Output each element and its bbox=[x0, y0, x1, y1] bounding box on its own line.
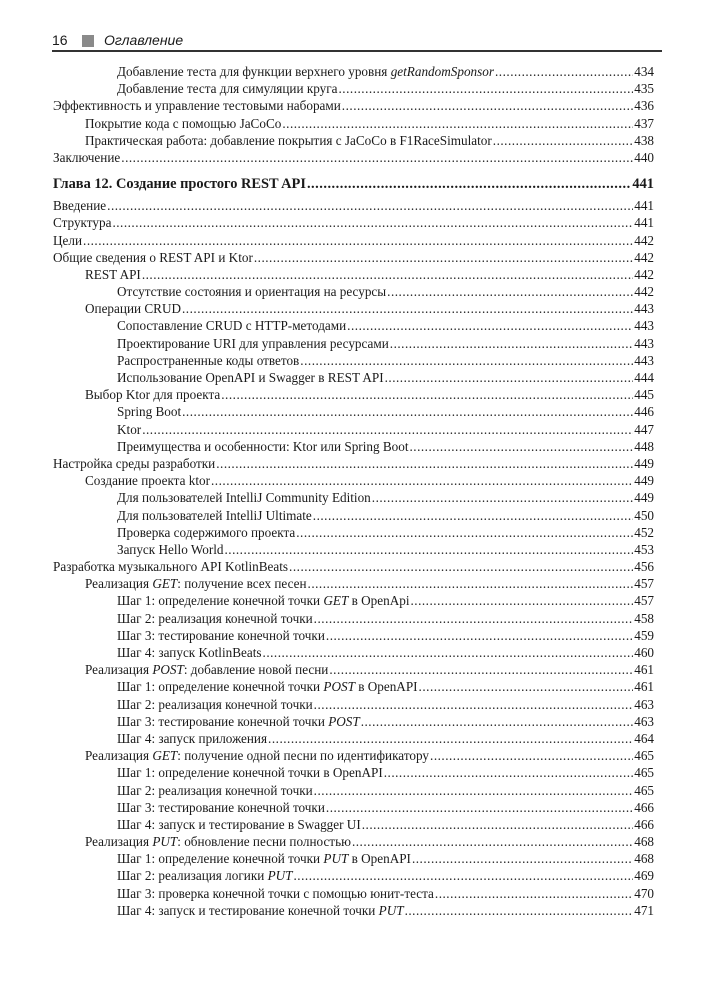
toc-entry-page-number: 457 bbox=[634, 576, 654, 592]
toc-entry-text: Шаг 4: запуск приложения bbox=[117, 730, 268, 746]
toc-entry-text-suffix: : получение всех песен bbox=[177, 576, 307, 592]
page-number: 16 bbox=[52, 32, 68, 48]
toc-entry-title bbox=[85, 576, 307, 592]
toc-entry bbox=[53, 576, 654, 593]
toc-entry-text: Шаг 2: реализация конечной точки bbox=[117, 696, 313, 712]
toc-entry bbox=[53, 783, 654, 800]
toc-entry bbox=[53, 387, 654, 404]
toc-entry-code-term: POST bbox=[323, 679, 355, 695]
toc-entry-title bbox=[117, 765, 383, 781]
toc-entry-title bbox=[53, 198, 106, 214]
toc-entry-title bbox=[117, 318, 346, 334]
dot-leader bbox=[107, 198, 633, 214]
toc-entry-title bbox=[117, 353, 299, 369]
toc-entry-title bbox=[117, 611, 313, 627]
toc-entry-text: Шаг 4: запуск KotlinBeats bbox=[117, 645, 262, 660]
toc-entry bbox=[53, 525, 654, 542]
toc-entry-text: REST API bbox=[85, 266, 141, 282]
dot-leader bbox=[339, 81, 634, 97]
dot-leader bbox=[326, 800, 633, 816]
toc-entry-title bbox=[117, 628, 325, 644]
toc-entry-text-suffix: : добавление новой песни bbox=[183, 662, 329, 678]
toc-entry bbox=[53, 765, 654, 782]
toc-entry-page-number: 437 bbox=[634, 115, 654, 131]
dot-leader bbox=[211, 473, 633, 489]
toc-entry bbox=[53, 250, 654, 267]
toc-entry-text: Разработка музыкального API KotlinBeats bbox=[53, 559, 289, 575]
toc-entry-page-number: 459 bbox=[634, 627, 654, 643]
toc-entry bbox=[53, 851, 654, 868]
toc-entry-page-number: 465 bbox=[634, 782, 654, 798]
toc-entry bbox=[53, 198, 654, 215]
dot-leader bbox=[314, 611, 634, 627]
toc-entry-page-number: 435 bbox=[634, 81, 654, 97]
toc-entry-text: Цели bbox=[53, 232, 83, 248]
dot-leader bbox=[314, 697, 634, 713]
toc-entry-text: Запуск Hello World bbox=[117, 541, 224, 557]
toc-entry bbox=[53, 593, 654, 610]
toc-entry-text: Шаг 1: определение конечной точки bbox=[117, 593, 324, 609]
toc-entry-title bbox=[85, 662, 328, 678]
dot-leader bbox=[419, 679, 634, 695]
toc-entry-title bbox=[117, 697, 313, 713]
toc-entry-page-number: 447 bbox=[634, 421, 654, 437]
dot-leader bbox=[410, 593, 633, 609]
toc-entry-text: Шаг 4: запуск и тестирование в Swagger UI bbox=[117, 816, 361, 832]
toc-entry bbox=[53, 318, 654, 335]
toc-entry-title bbox=[85, 834, 351, 850]
dot-leader bbox=[387, 284, 633, 300]
toc-entry-page-number: 461 bbox=[634, 679, 654, 695]
toc-entry bbox=[53, 697, 654, 714]
toc-chapter-entry bbox=[53, 176, 654, 196]
toc-entry-text: Практическая работа: добавление покрытия с JaCoCo в F1RaceSimulator bbox=[85, 132, 492, 148]
dot-leader bbox=[224, 542, 633, 558]
toc-entry bbox=[53, 422, 654, 439]
toc-entry-title bbox=[117, 783, 313, 799]
dot-leader bbox=[294, 868, 634, 884]
toc-entry-page-number: 443 bbox=[634, 301, 654, 317]
dot-leader bbox=[347, 318, 633, 334]
toc-entry-text: Добавление теста для функции верхнего уровня bbox=[117, 64, 391, 79]
toc-entry-code-term: PUT bbox=[323, 851, 349, 867]
toc-entry bbox=[53, 81, 654, 98]
toc-entry-text: Шаг 2: реализация конечной точки bbox=[117, 610, 313, 626]
toc-entry bbox=[53, 748, 654, 765]
toc-entry bbox=[53, 116, 654, 133]
toc-entry-page-number: 456 bbox=[634, 559, 654, 575]
toc-entry bbox=[53, 336, 654, 353]
toc-entry-text: Шаг 1: определение конечной точки bbox=[117, 679, 324, 695]
dot-leader bbox=[405, 903, 634, 919]
toc-entry bbox=[53, 98, 654, 115]
toc-entry-title bbox=[117, 336, 389, 352]
toc-entry-text: Структура bbox=[53, 215, 112, 231]
toc-entry-title bbox=[117, 679, 418, 695]
header-square-marker bbox=[82, 35, 94, 47]
dot-leader bbox=[435, 886, 633, 902]
toc-entry-title bbox=[117, 439, 408, 455]
page-header bbox=[52, 30, 662, 52]
toc-entry-page-number: 436 bbox=[634, 98, 654, 114]
toc-entry-page-number: 468 bbox=[634, 834, 654, 850]
toc-entry-text: Создание проекта ktor bbox=[85, 473, 210, 489]
header-rule bbox=[52, 50, 662, 52]
dot-leader bbox=[216, 456, 633, 472]
toc-entry-title bbox=[53, 215, 111, 231]
toc-entry-title bbox=[85, 473, 210, 489]
toc-entry-text: Выбор Ktor для проекта bbox=[85, 387, 221, 403]
toc-entry-text: Шаг 2: реализация логики bbox=[117, 868, 268, 884]
toc-entry bbox=[53, 731, 654, 748]
toc-entry-text: Проектирование URI для управления ресурсами bbox=[117, 335, 389, 351]
toc-entry-title bbox=[53, 233, 82, 249]
toc-entry bbox=[53, 834, 654, 851]
dot-leader bbox=[409, 439, 633, 455]
toc-entry-page-number: 464 bbox=[634, 730, 654, 746]
dot-leader bbox=[308, 576, 634, 592]
toc-entry-text: Шаг 1: определение конечной точки в OpenAPI bbox=[117, 765, 383, 781]
toc-entry-page-number: 448 bbox=[634, 438, 654, 454]
toc-entry-text: Реализация bbox=[85, 834, 153, 850]
dot-leader bbox=[182, 301, 633, 317]
toc-entry-code-term: POST bbox=[328, 713, 360, 729]
toc-entry-title bbox=[117, 508, 312, 524]
toc-entry bbox=[53, 233, 654, 250]
toc-entry-page-number: 442 bbox=[634, 232, 654, 248]
toc-entry bbox=[53, 267, 654, 284]
toc-entry bbox=[53, 886, 654, 903]
toc-entry bbox=[53, 404, 654, 421]
toc-entry-title bbox=[117, 645, 262, 661]
toc-entry-page-number: 468 bbox=[634, 851, 654, 867]
toc-entry-title bbox=[85, 116, 281, 132]
toc-entry-title bbox=[117, 886, 434, 902]
toc-entry-text: Отсутствие состояния и ориентация на ресурсы bbox=[117, 284, 387, 300]
toc-entry-text: Ktor bbox=[117, 421, 142, 437]
dot-leader bbox=[221, 387, 633, 403]
toc-entry-page-number: 465 bbox=[634, 748, 654, 764]
toc-entry-code-term: GET bbox=[152, 576, 178, 592]
dot-leader bbox=[142, 267, 633, 283]
toc-entry-page-number: 442 bbox=[634, 249, 654, 265]
dot-leader bbox=[282, 116, 633, 132]
toc-entry-page-number: 470 bbox=[634, 885, 654, 901]
toc-entry-code-term: GET bbox=[152, 748, 178, 764]
toc-entry bbox=[53, 215, 654, 232]
toc-entry-page-number: 466 bbox=[634, 816, 654, 832]
toc-entry-page-number: 460 bbox=[634, 645, 654, 660]
toc-entry bbox=[53, 353, 654, 370]
dot-leader bbox=[296, 525, 633, 541]
toc-entry-text: Использование OpenAPI и Swagger в REST API bbox=[117, 370, 384, 385]
toc-entry-page-number: 445 bbox=[634, 387, 654, 403]
toc-entry-title bbox=[117, 714, 360, 730]
toc-entry-page-number: 461 bbox=[634, 662, 654, 678]
dot-leader bbox=[314, 783, 634, 799]
toc-entry-title bbox=[117, 404, 181, 420]
toc-entry-page-number: 453 bbox=[634, 541, 654, 557]
toc-entry-page-number: 443 bbox=[634, 318, 654, 334]
toc-entry-title bbox=[53, 150, 120, 166]
toc-entry bbox=[53, 542, 654, 559]
toc-entry bbox=[53, 800, 654, 817]
dot-leader bbox=[326, 628, 633, 644]
toc-entry-page-number: 443 bbox=[634, 352, 654, 368]
toc-entry-text: Шаг 3: тестирование конечной точки bbox=[117, 799, 325, 815]
toc-entry-code-term: PUT bbox=[267, 868, 293, 884]
toc-entry-page-number: 444 bbox=[634, 370, 654, 385]
toc-entry-text: Операции CRUD bbox=[85, 301, 181, 317]
toc-entry-page-number: 449 bbox=[634, 490, 654, 506]
toc-entry bbox=[53, 868, 654, 885]
toc-entry-title bbox=[117, 800, 325, 816]
toc-entry bbox=[53, 133, 654, 150]
toc-entry-title bbox=[53, 250, 253, 266]
toc-entry-text: Шаг 3: тестирование конечной точки bbox=[117, 713, 329, 729]
toc-entry-text-suffix: : получение одной песни по идентификатору bbox=[177, 748, 430, 764]
toc-entry bbox=[53, 64, 654, 81]
toc-entry bbox=[53, 284, 654, 301]
toc-entry-title bbox=[117, 593, 409, 609]
toc-entry bbox=[53, 714, 654, 731]
toc-entry-text: Реализация bbox=[85, 748, 153, 764]
dot-leader bbox=[289, 559, 633, 575]
toc-entry-page-number: 471 bbox=[634, 902, 654, 918]
toc-entry bbox=[53, 456, 654, 473]
toc-entry bbox=[53, 817, 654, 834]
toc-entry bbox=[53, 628, 654, 645]
toc-entry-title bbox=[53, 456, 215, 472]
toc-entry-page-number: 440 bbox=[634, 149, 654, 165]
toc-entry bbox=[53, 559, 654, 576]
toc-entry-code-term: PUT bbox=[378, 902, 404, 918]
toc-entry-page-number: 450 bbox=[634, 507, 654, 523]
toc-entry-page-number: 449 bbox=[634, 455, 654, 471]
dot-leader bbox=[372, 490, 633, 506]
toc-entry-page-number: 442 bbox=[634, 284, 654, 300]
toc-entry-title bbox=[85, 133, 492, 149]
dot-leader bbox=[142, 422, 633, 438]
toc-entry-title bbox=[117, 422, 141, 438]
toc-entry-page-number: 434 bbox=[634, 64, 654, 79]
toc-entry-page-number: 463 bbox=[634, 713, 654, 729]
toc-entry-title bbox=[53, 98, 341, 114]
toc-entry-title bbox=[85, 387, 220, 403]
toc-entry-page-number: 441 bbox=[632, 176, 654, 193]
toc-entry-text: Шаг 1: определение конечной точки bbox=[117, 851, 324, 867]
toc-entry-title bbox=[85, 301, 181, 317]
toc-entry-title bbox=[117, 490, 371, 506]
toc-entry bbox=[53, 150, 654, 167]
toc-entry-page-number: 449 bbox=[634, 473, 654, 489]
toc-entry-title bbox=[117, 525, 295, 541]
toc-entry bbox=[53, 611, 654, 628]
dot-leader bbox=[121, 150, 633, 166]
dot-leader bbox=[362, 817, 633, 833]
toc-entry-title bbox=[117, 370, 384, 386]
toc-entry-text: Шаг 3: проверка конечной точки с помощью юнит-теста bbox=[117, 885, 434, 901]
toc-entry-page-number: 458 bbox=[634, 610, 654, 626]
dot-leader bbox=[268, 731, 633, 747]
toc-entry-text: Шаг 3: тестирование конечной точки bbox=[117, 627, 325, 643]
toc-entry-text: Проверка содержимого проекта bbox=[117, 524, 296, 540]
toc-entry-title bbox=[117, 817, 361, 833]
dot-leader bbox=[329, 662, 633, 678]
dot-leader bbox=[352, 834, 633, 850]
toc-entry-text: Для пользователей IntelliJ Community Edition bbox=[117, 490, 371, 506]
toc-entry bbox=[53, 301, 654, 318]
toc-entry-title bbox=[85, 267, 141, 283]
toc-entry-code-term: getRandomSponsor bbox=[390, 64, 494, 79]
toc-entry-text: Распространенные коды ответов bbox=[117, 352, 300, 368]
toc-entry-code-term: POST bbox=[152, 662, 184, 678]
toc-entry bbox=[53, 370, 654, 387]
toc-entry-page-number: 442 bbox=[634, 266, 654, 282]
toc-entry-title bbox=[117, 851, 411, 867]
toc-entry-text-suffix: в OpenApi bbox=[348, 593, 410, 609]
dot-leader bbox=[254, 250, 633, 266]
toc-entry-text: Введение bbox=[53, 198, 107, 214]
dot-leader bbox=[342, 98, 633, 114]
toc-entry-title bbox=[117, 284, 386, 300]
toc-entry-text: Для пользователей IntelliJ Ultimate bbox=[117, 507, 312, 523]
toc-entry-title bbox=[117, 64, 494, 80]
dot-leader bbox=[83, 233, 633, 249]
toc-entry-page-number: 446 bbox=[634, 404, 654, 420]
toc-entry-text: Общие сведения о REST API и Ktor bbox=[53, 249, 253, 265]
toc-entry-text: Шаг 2: реализация конечной точки bbox=[117, 782, 313, 798]
toc-entry bbox=[53, 439, 654, 456]
dot-leader bbox=[182, 404, 633, 420]
toc-entry bbox=[53, 679, 654, 696]
toc-entry bbox=[53, 645, 654, 662]
dot-leader bbox=[361, 714, 634, 730]
toc-entry-title bbox=[117, 542, 223, 558]
toc-entry-text: Шаг 4: запуск и тестирование конечной точки bbox=[117, 902, 379, 918]
toc-entry bbox=[53, 903, 654, 920]
toc-entry-text: Эффективность и управление тестовыми наборами bbox=[53, 98, 341, 114]
toc-entry bbox=[53, 508, 654, 525]
toc-entry-title bbox=[53, 176, 306, 193]
toc-entry-text: Заключение bbox=[53, 149, 121, 165]
toc-entry-title bbox=[117, 903, 404, 919]
toc-entry bbox=[53, 662, 654, 679]
toc-entry-text: Реализация bbox=[85, 662, 153, 678]
toc-entry-page-number: 443 bbox=[634, 335, 654, 351]
toc-entry-page-number: 441 bbox=[634, 215, 654, 231]
dot-leader bbox=[493, 133, 633, 149]
toc-entry-text: Глава 12. Создание простого REST API bbox=[53, 176, 306, 193]
toc-entry-page-number: 463 bbox=[634, 696, 654, 712]
toc-entry-text: Сопоставление CRUD с HTTP-методами bbox=[117, 318, 347, 334]
table-of-contents bbox=[53, 64, 654, 920]
dot-leader bbox=[385, 370, 634, 386]
toc-entry-page-number: 438 bbox=[634, 132, 654, 148]
toc-entry-text: Spring Boot bbox=[117, 404, 182, 420]
toc-entry-title bbox=[85, 748, 429, 764]
toc-entry-title bbox=[117, 868, 293, 884]
toc-entry-text: Настройка среды разработки bbox=[53, 455, 216, 471]
toc-entry bbox=[53, 490, 654, 507]
dot-leader bbox=[313, 508, 633, 524]
toc-entry-text: Добавление теста для симуляции круга bbox=[117, 81, 338, 97]
dot-leader bbox=[263, 645, 634, 661]
toc-entry-text: Покрытие кода с помощью JaCoCo bbox=[85, 115, 282, 131]
dot-leader bbox=[390, 336, 633, 352]
running-title: Оглавление bbox=[104, 32, 184, 48]
toc-entry-page-number: 441 bbox=[634, 198, 654, 214]
toc-entry-text: Реализация bbox=[85, 576, 153, 592]
toc-entry bbox=[53, 473, 654, 490]
toc-entry-page-number: 469 bbox=[634, 868, 654, 884]
toc-entry-title bbox=[53, 559, 288, 575]
toc-entry-title bbox=[117, 81, 338, 97]
dot-leader bbox=[300, 353, 633, 369]
dot-leader bbox=[112, 215, 633, 231]
toc-entry-text-suffix: : обновление песни полностью bbox=[177, 834, 351, 850]
dot-leader bbox=[412, 851, 633, 867]
dot-leader bbox=[495, 64, 633, 80]
toc-entry-page-number: 466 bbox=[634, 799, 654, 815]
toc-entry-text-suffix: в OpenAPI bbox=[348, 851, 411, 867]
toc-entry-page-number: 465 bbox=[634, 765, 654, 781]
toc-entry-page-number: 452 bbox=[634, 524, 654, 540]
toc-entry-title bbox=[117, 731, 267, 747]
toc-entry-text-suffix: в OpenAPI bbox=[354, 679, 418, 695]
toc-entry-page-number: 457 bbox=[634, 593, 654, 609]
dot-leader bbox=[307, 176, 631, 193]
toc-entry-text: Преимущества и особенности: Ktor или Spring Boot bbox=[117, 438, 409, 454]
toc-entry-code-term: GET bbox=[323, 593, 349, 609]
toc-entry-code-term: PUT bbox=[152, 834, 178, 850]
dot-leader bbox=[384, 765, 633, 781]
dot-leader bbox=[430, 748, 633, 764]
